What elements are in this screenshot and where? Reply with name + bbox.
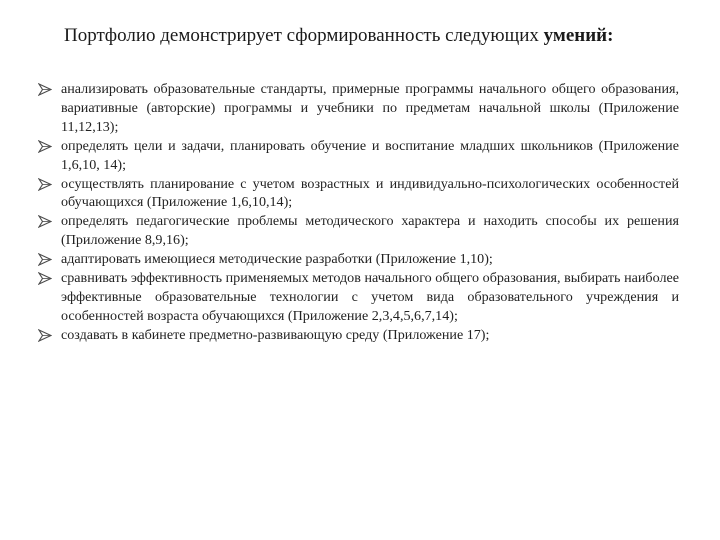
slide-title: [64, 24, 704, 48]
arrowhead-bullet-icon: [38, 83, 52, 96]
list-item-text: анализировать образовательные стандарты, примерные программы начального общего образования, вариативные (авторские) программы и учебники по предметам начальной школы (Приложение 11,12,13);: [61, 81, 679, 135]
skills-list: [38, 80, 679, 345]
list-item: [38, 212, 679, 250]
arrowhead-bullet-icon: [38, 178, 52, 191]
arrowhead-bullet-icon: [38, 272, 52, 285]
arrowhead-bullet-icon: [38, 253, 52, 266]
slide-title-text: Портфолио демонстрирует сформированность следующих: [64, 25, 544, 46]
list-item: [38, 175, 679, 213]
list-item: [38, 80, 679, 137]
list-item: [38, 269, 679, 326]
list-item: [38, 137, 679, 175]
slide-title-emphasis: умений:: [543, 25, 614, 46]
list-item-text: создавать в кабинете предметно-развивающую среду (Приложение 17);: [61, 326, 490, 343]
list-item-text: сравнивать эффективность применяемых методов начального общего образования, выбирать наиболее эффективные образовательные технологии с учетом вида образовательного учреждения и особенностей возраста обучающихся (Приложение 2,3,4,5,6,7,14);: [61, 270, 679, 324]
list-item: [38, 326, 679, 345]
arrowhead-bullet-icon: [38, 329, 52, 342]
list-item-text: определять педагогические проблемы методического характера и находить способы их решения (Приложение 8,9,16);: [61, 213, 679, 249]
list-item-text: осуществлять планирование с учетом возрастных и индивидуально-психологических особенностей обучающихся (Приложение 1,6,10,14);: [61, 175, 679, 211]
arrowhead-bullet-icon: [38, 215, 52, 228]
list-item-text: адаптировать имеющиеся методические разработки (Приложение 1,10);: [61, 251, 493, 268]
list-item-text: определять цели и задачи, планировать обучение и воспитание младших школьников (Приложение 1,6,10, 14);: [61, 137, 679, 173]
arrowhead-bullet-icon: [38, 140, 52, 153]
list-item: [38, 250, 679, 269]
